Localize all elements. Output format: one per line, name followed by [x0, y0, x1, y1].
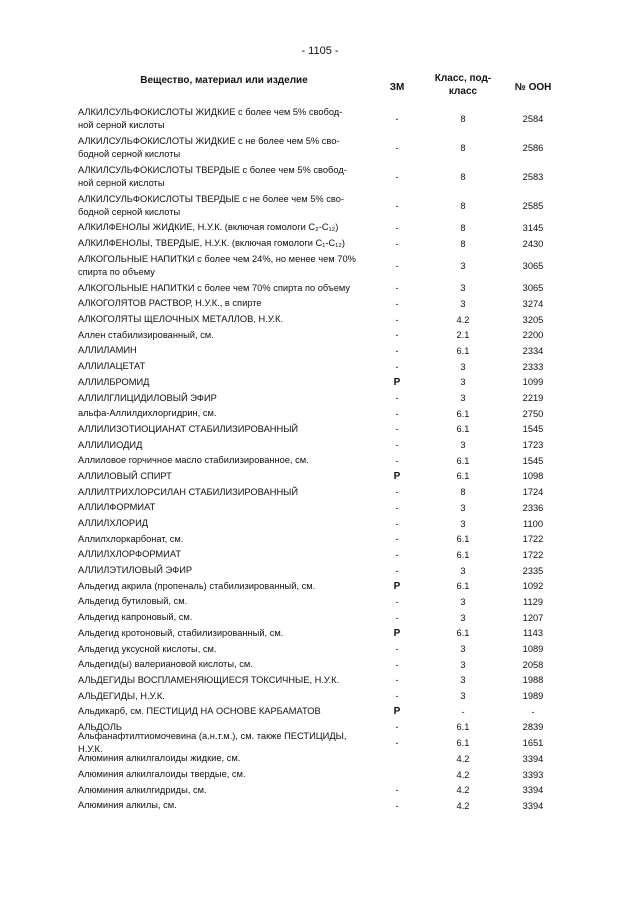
cell-class: 3: [460, 393, 466, 404]
cell-sm: -: [395, 502, 399, 513]
cell-sm: -: [395, 487, 399, 498]
cell-un-number: 2750: [522, 408, 544, 419]
table-row: [0, 731, 640, 755]
table-row: [0, 251, 640, 280]
table-row: [0, 191, 640, 220]
table-row: [0, 236, 640, 252]
cell-substance: Альдегид акрила (пропеналь) стабилизированный, см.: [78, 580, 316, 591]
cell-class: 3: [460, 260, 466, 271]
table-row: [0, 162, 640, 191]
cell-sm: P: [393, 376, 401, 388]
table-row: [0, 626, 640, 642]
cell-substance: АЛЛИЛОВЫЙ СПИРТ: [78, 470, 172, 481]
cell-substance: Алюминия алкилы, см.: [78, 800, 177, 811]
cell-class: 8: [460, 200, 466, 211]
cell-substance: АЛЛИЛЭТИЛОВЫЙ ЭФИР: [78, 565, 193, 576]
cell-substance: АЛЛИЛБРОМИД: [78, 376, 150, 387]
cell-un-number: 2335: [522, 565, 544, 576]
cell-class: 6.1: [456, 628, 470, 639]
cell-un-number: 1545: [522, 424, 544, 435]
header-substance: Вещество, материал или изделие: [140, 75, 308, 86]
cell-un-number: 2333: [522, 361, 544, 372]
cell-sm: -: [395, 785, 399, 796]
table-row: [0, 406, 640, 422]
table-body: [0, 104, 640, 814]
cell-substance: АЛКИЛФЕНОЛЫ, ТВЕРДЫЕ, Н.У.К. (включая гомологи C₁-C₁₂): [78, 238, 346, 249]
cell-un-number: 1988: [522, 675, 544, 686]
cell-sm: -: [395, 298, 399, 309]
cell-sm: -: [395, 408, 399, 419]
cell-sm: -: [395, 142, 399, 153]
table-row: [0, 594, 640, 610]
table-row: [0, 375, 640, 391]
cell-class: 8: [460, 171, 466, 182]
cell-class: 3: [460, 644, 466, 655]
table-header: [0, 72, 640, 104]
table-row: [0, 500, 640, 516]
cell-class: 4.2: [456, 753, 470, 764]
cell-substance: АЛЛИЛИЗОТИОЦИАНАТ СТАБИЛИЗИРОВАННЫЙ: [78, 423, 299, 434]
cell-class: 6.1: [456, 455, 470, 466]
cell-sm: -: [395, 113, 399, 124]
cell-un-number: 1207: [522, 612, 544, 623]
header-class: Класс, под- класс: [434, 73, 492, 97]
cell-un-number: 1724: [522, 487, 544, 498]
table-row: [0, 798, 640, 814]
cell-un-number: 2586: [522, 142, 544, 153]
cell-sm: -: [395, 800, 399, 811]
table-row: [0, 547, 640, 563]
cell-un-number: 3065: [522, 283, 544, 294]
cell-substance: АЛЛИЛФОРМИАТ: [78, 502, 156, 513]
cell-sm: -: [395, 534, 399, 545]
table-row: [0, 782, 640, 798]
cell-sm: -: [395, 345, 399, 356]
cell-class: 6.1: [456, 549, 470, 560]
cell-un-number: 1545: [522, 455, 544, 466]
cell-sm: -: [395, 200, 399, 211]
cell-class: -: [461, 706, 465, 717]
table-row: [0, 516, 640, 532]
table-row: [0, 688, 640, 704]
cell-class: 4.2: [456, 785, 470, 796]
cell-class: 8: [460, 487, 466, 498]
cell-sm: -: [395, 565, 399, 576]
cell-sm: -: [395, 644, 399, 655]
cell-sm: -: [395, 722, 399, 733]
table-row: [0, 133, 640, 162]
cell-class: 3: [460, 659, 466, 670]
table-row: [0, 280, 640, 296]
cell-substance: Альдегид уксусной кислоты, см.: [78, 643, 217, 654]
table-row: [0, 437, 640, 453]
table-row: [0, 296, 640, 312]
table-row: [0, 704, 640, 720]
cell-class: 3: [460, 361, 466, 372]
cell-substance: альфа-Аллилдихлоргидрин, см.: [78, 408, 217, 419]
cell-class: 6.1: [456, 534, 470, 545]
cell-sm: -: [395, 659, 399, 670]
cell-sm: P: [393, 470, 401, 482]
cell-sm: P: [393, 706, 401, 718]
cell-sm: -: [395, 518, 399, 529]
cell-substance: Аллиловое горчичное масло стабилизированное, см.: [78, 455, 309, 466]
table-row: [0, 673, 640, 689]
table-row: [0, 531, 640, 547]
cell-substance: АЛЬДОЛЬ: [78, 721, 123, 732]
cell-un-number: 3274: [522, 298, 544, 309]
cell-class: 3: [460, 691, 466, 702]
page-number: - 1105 -: [301, 45, 339, 57]
cell-class: 6.1: [456, 471, 470, 482]
cell-sm: P: [393, 580, 401, 592]
cell-un-number: 2583: [522, 171, 544, 182]
cell-sm: -: [395, 455, 399, 466]
cell-class: 3: [460, 612, 466, 623]
cell-sm: -: [395, 314, 399, 325]
cell-un-number: 1722: [522, 549, 544, 560]
cell-substance: АЛЛИЛХЛОРИД: [78, 518, 149, 529]
cell-sm: -: [395, 283, 399, 294]
cell-substance: Алюминия алкилгидриды, см.: [78, 784, 207, 795]
cell-un-number: 1098: [522, 471, 544, 482]
cell-sm: -: [395, 691, 399, 702]
cell-class: 6.1: [456, 738, 470, 749]
cell-class: 6.1: [456, 424, 470, 435]
cell-un-number: 1100: [523, 518, 543, 529]
cell-class: 8: [460, 113, 466, 124]
cell-substance: АЛЛИЛИОДИД: [78, 439, 143, 450]
cell-sm: -: [395, 738, 399, 749]
table-row: [0, 469, 640, 485]
cell-un-number: 1723: [522, 440, 544, 451]
table-row: [0, 657, 640, 673]
cell-substance: АЛКОГОЛЬНЫЕ НАПИТКИ с более чем 24%, но менее чем 70% спирта по объему: [78, 253, 356, 277]
cell-sm: -: [395, 440, 399, 451]
cell-un-number: 2839: [522, 722, 544, 733]
cell-class: 3: [460, 298, 466, 309]
cell-class: 6.1: [456, 408, 470, 419]
cell-un-number: 2584: [522, 113, 544, 124]
table-row: [0, 610, 640, 626]
header-un-number: № ООН: [514, 82, 552, 93]
cell-un-number: 3205: [522, 314, 544, 325]
cell-substance: Альфанафтилтиомочевина (а.н.т.м.), см. также ПЕСТИЦИДЫ, Н.У.К.: [78, 731, 347, 755]
cell-un-number: 2430: [522, 238, 544, 249]
cell-substance: АЛКИЛСУЛЬФОКИСЛОТЫ ТВЕРДЫЕ с более чем 5% свобод- ной серной кислоты: [78, 164, 347, 188]
cell-sm: -: [395, 549, 399, 560]
cell-substance: АЛКОГОЛЯТОВ РАСТВОР, Н.У.К., в спирте: [78, 298, 262, 309]
cell-sm: -: [395, 171, 399, 182]
cell-substance: АЛКОГОЛЬНЫЕ НАПИТКИ с более чем 70% спирта по объему: [78, 282, 351, 293]
cell-substance: АЛКИЛСУЛЬФОКИСЛОТЫ ЖИДКИЕ с более чем 5% свобод- ной серной кислоты: [78, 106, 343, 130]
cell-un-number: 3145: [522, 222, 544, 233]
cell-un-number: 1143: [523, 628, 543, 639]
cell-un-number: 3065: [522, 260, 544, 271]
cell-un-number: 3394: [522, 785, 544, 796]
table-row: [0, 422, 640, 438]
cell-substance: Алюминия алкилгалоиды жидкие, см.: [78, 753, 241, 764]
cell-class: 8: [460, 222, 466, 233]
cell-substance: АЛЬДЕГИДЫ ВОСПЛАМЕНЯЮЩИЕСЯ ТОКСИЧНЫЕ, Н.У.К.: [78, 674, 340, 685]
cell-class: 6.1: [456, 581, 470, 592]
cell-un-number: 3394: [522, 800, 544, 811]
cell-class: 3: [460, 565, 466, 576]
cell-class: 8: [460, 142, 466, 153]
cell-class: 4.2: [456, 769, 470, 780]
cell-sm: -: [395, 238, 399, 249]
cell-substance: АЛКОГОЛЯТЫ ЩЕЛОЧНЫХ МЕТАЛЛОВ, Н.У.К.: [78, 314, 284, 325]
table-row: [0, 327, 640, 343]
cell-class: 6.1: [456, 722, 470, 733]
table-row: [0, 453, 640, 469]
cell-un-number: 1089: [522, 644, 544, 655]
cell-un-number: 2058: [522, 659, 544, 670]
cell-class: 3: [460, 518, 466, 529]
table-row: [0, 359, 640, 375]
cell-substance: АЛЛИЛХЛОРФОРМИАТ: [78, 549, 181, 560]
cell-class: 4.2: [456, 314, 470, 325]
cell-sm: -: [395, 330, 399, 341]
cell-sm: -: [395, 361, 399, 372]
table-row: [0, 484, 640, 500]
table-row: [0, 343, 640, 359]
cell-substance: Алюминия алкилгалоиды твердые, см.: [78, 769, 246, 780]
cell-sm: -: [395, 596, 399, 607]
cell-substance: Альдегид кротоновый, стабилизированный, см.: [78, 627, 284, 638]
cell-class: 6.1: [456, 345, 470, 356]
table-row: [0, 767, 640, 783]
cell-substance: АЛКИЛФЕНОЛЫ ЖИДКИЕ, Н.У.К. (включая гомологи C₂-C₁₂): [78, 222, 339, 233]
cell-sm: -: [395, 612, 399, 623]
cell-substance: Альдикарб, см. ПЕСТИЦИД НА ОСНОВЕ КАРБАМАТОВ: [78, 706, 321, 717]
header-sm: ЗМ: [389, 82, 405, 93]
cell-un-number: 1092: [522, 581, 544, 592]
table-row: [0, 312, 640, 328]
cell-substance: АЛЛИЛАЦЕТАТ: [78, 361, 146, 372]
cell-substance: АЛЛИЛАМИН: [78, 345, 137, 356]
table-row: [0, 563, 640, 579]
cell-sm: P: [393, 627, 401, 639]
cell-un-number: 2200: [522, 330, 544, 341]
table-row: [0, 390, 640, 406]
cell-class: 3: [460, 377, 466, 388]
cell-un-number: 2336: [522, 502, 544, 513]
cell-sm: -: [395, 222, 399, 233]
cell-class: 4.2: [456, 800, 470, 811]
cell-substance: АЛЛИЛТРИХЛОРСИЛАН СТАБИЛИЗИРОВАННЫЙ: [78, 486, 299, 497]
cell-substance: Альдегид капроновый, см.: [78, 612, 193, 623]
cell-un-number: 2585: [522, 200, 544, 211]
cell-substance: Альдегид(ы) валериановой кислоты, см.: [78, 659, 253, 670]
table-row: [0, 104, 640, 133]
cell-class: 3: [460, 675, 466, 686]
cell-sm: -: [395, 424, 399, 435]
cell-un-number: 1722: [522, 534, 544, 545]
cell-substance: Альдегид бутиловый, см.: [78, 596, 188, 607]
cell-un-number: 3394: [522, 753, 544, 764]
cell-substance: АЛКИЛСУЛЬФОКИСЛОТЫ ТВЕРДЫЕ с не более чем 5% сво- бодной серной кислоты: [78, 193, 345, 217]
table-row: [0, 641, 640, 657]
cell-substance: АЛКИЛСУЛЬФОКИСЛОТЫ ЖИДКИЕ с не более чем 5% сво- бодной серной кислоты: [78, 135, 340, 159]
cell-class: 2.1: [456, 330, 470, 341]
cell-substance: Аллилхлоркарбонат, см.: [78, 533, 184, 544]
table-row: [0, 751, 640, 767]
cell-class: 3: [460, 502, 466, 513]
cell-un-number: 1989: [522, 691, 544, 702]
cell-un-number: 2219: [522, 393, 544, 404]
cell-class: 3: [460, 596, 466, 607]
cell-substance: Аллен стабилизированный, см.: [78, 329, 214, 340]
cell-sm: -: [395, 260, 399, 271]
cell-class: 3: [460, 283, 466, 294]
cell-sm: -: [395, 393, 399, 404]
cell-class: 3: [460, 440, 466, 451]
cell-un-number: 3393: [522, 769, 544, 780]
cell-sm: -: [395, 675, 399, 686]
cell-un-number: 1651: [522, 738, 544, 749]
cell-un-number: 2334: [522, 345, 544, 356]
cell-class: 8: [460, 238, 466, 249]
cell-un-number: 1099: [522, 377, 544, 388]
cell-substance: АЛЛИЛГЛИЦИДИЛОВЫЙ ЭФИР: [78, 392, 217, 403]
cell-un-number: -: [531, 706, 535, 717]
cell-substance: АЛЬДЕГИДЫ, Н.У.К.: [78, 690, 165, 701]
cell-un-number: 1129: [523, 596, 543, 607]
table-row: [0, 578, 640, 594]
table-row: [0, 220, 640, 236]
